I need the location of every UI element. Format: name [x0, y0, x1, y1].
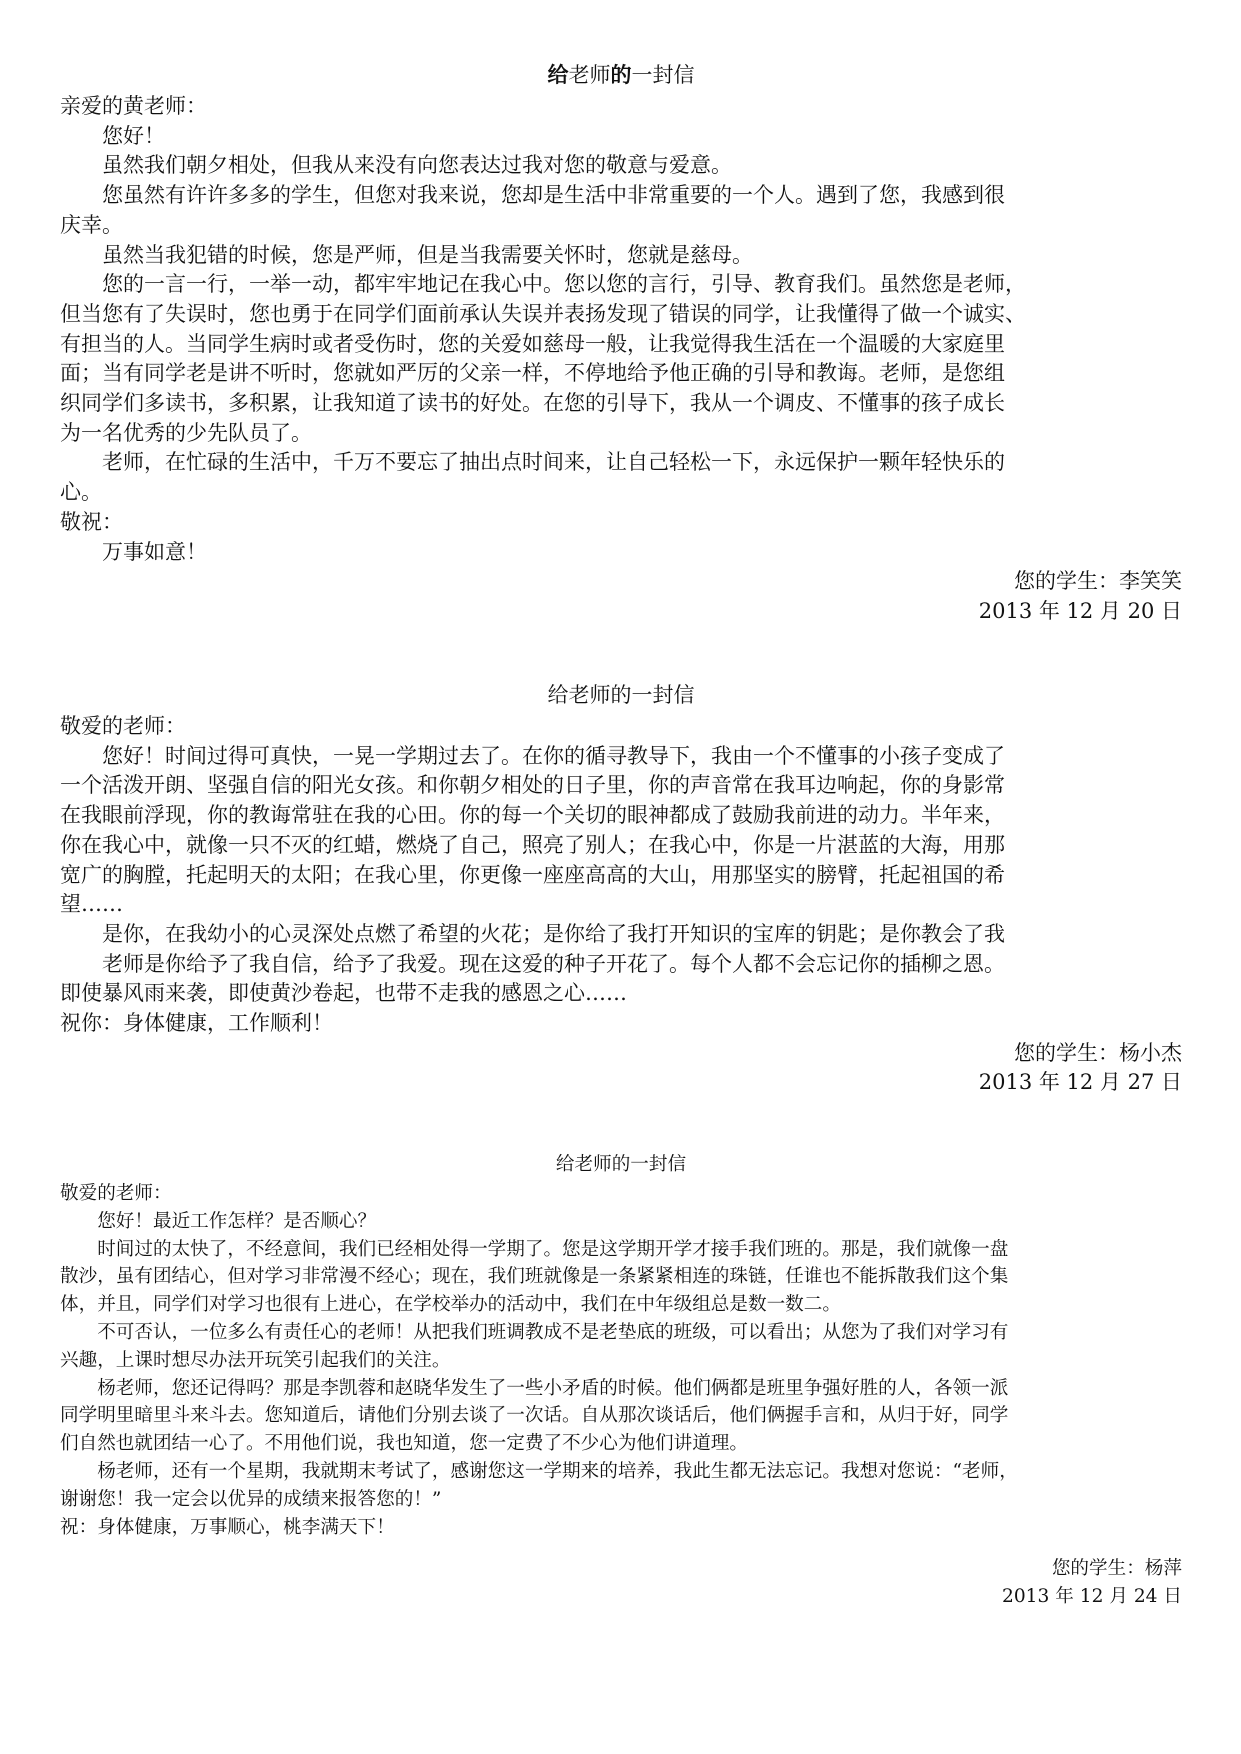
greeting: 敬爱的老师： — [60, 714, 186, 738]
title-part: 的 — [610, 62, 632, 87]
date: 2013 年 12 月 24 日 — [1002, 1586, 1182, 1608]
letter-title: 给老师的一封信 — [547, 683, 695, 707]
text-line: 心。 — [60, 480, 102, 505]
text-line: 老师是你给予了我自信，给予了我爱。现在这爱的种子开花了。每个人都不会忘记你的插柳之恩。 — [102, 951, 1005, 976]
text-line: 们自然也就团结一心了。不用他们说，我也知道，您一定费了不少心为他们讲道理。 — [60, 1433, 748, 1455]
text-line: 您好！ — [102, 123, 165, 148]
title-part: 一封信 — [631, 63, 695, 87]
letter-1 — [60, 58, 1182, 627]
text-line: 有担当的人。当同学生病时或者受伤时，您的关爱如慈母一般，让我觉得我生活在一个温暖的大家庭里 — [60, 331, 1005, 356]
text-line: 是你，在我幼小的心灵深处点燃了希望的火花；是你给了我打开知识的宝库的钥匙；是你教会了我 — [102, 921, 1005, 946]
date: 2013 年 12 月 27 日 — [978, 1070, 1182, 1095]
title-part: 给 — [547, 62, 569, 87]
text-line: 您虽然有许许多多的学生，但您对我来说，您却是生活中非常重要的一个人。遇到了您，我感到很 — [102, 183, 1005, 208]
title-part: 老师 — [568, 63, 611, 87]
greeting: 敬爱的老师： — [60, 1183, 172, 1204]
text-line: 织同学们多读书，多积累，让我知道了读书的好处。在您的引导下，我从一个调皮、不懂事的孩子成长 — [60, 391, 1005, 416]
text-line: 虽然我们朝夕相处，但我从来没有向您表达过我对您的敬意与爱意。 — [102, 153, 732, 178]
text-line: 同学明里暗里斗来斗去。您知道后，请他们分别去谈了一次话。自从那次谈话后，他们俩握手言和，从归于好，同学 — [60, 1405, 1009, 1427]
text-line: 谢谢您！我一定会以优异的成绩来报答您的！” — [60, 1488, 442, 1510]
signature: 您的学生：杨萍 — [1051, 1558, 1182, 1580]
text-line: 你在我心中，就像一只不灭的红蜡，燃烧了自己，照亮了别人；在我心中，你是一片湛蓝的大海，用那 — [60, 832, 1005, 857]
signature: 您的学生：杨小杰 — [1014, 1040, 1182, 1065]
text-line: 为一名优秀的少先队员了。 — [60, 420, 312, 445]
text-line: 散沙，虽有团结心，但对学习非常漫不经心；现在，我们班就像是一条紧紧相连的珠链，任谁也不能拆散我们这个集 — [60, 1266, 1009, 1288]
text-line: 体，并且，同学们对学习也很有上进心，在学校举办的活动中，我们在中年级组总是数一数二。 — [60, 1294, 841, 1316]
letter-3 — [60, 1150, 1182, 1611]
letter-2 — [60, 678, 1182, 1098]
text-line: 老师，在忙碌的生活中，千万不要忘了抽出点时间来，让自己轻松一下，永远保护一颗年轻快乐的 — [102, 450, 1005, 475]
spacer — [60, 1541, 1182, 1555]
text-line: 杨老师，还有一个星期，我就期末考试了，感谢您这一学期来的培养，我此生都无法忘记。我想对您说：“老师， — [97, 1460, 1018, 1482]
text-line: 庆幸。 — [60, 212, 123, 237]
text-line: 杨老师，您还记得吗？那是李凯蓉和赵晓华发生了一些小矛盾的时候。他们俩都是班里争强好胜的人，各领一派 — [97, 1377, 1009, 1399]
text-line: 祝你：身体健康，工作顺利！ — [60, 1011, 333, 1036]
letter-title — [60, 58, 1182, 92]
text-line: 时间过的太快了，不经意间，我们已经相处得一学期了。您是这学期开学才接手我们班的。那是，我们就像一盘 — [97, 1238, 1009, 1260]
greeting: 亲爱的黄老师： — [60, 94, 207, 118]
text-line: 祝：身体健康，万事顺心，桃李满天下！ — [60, 1516, 395, 1538]
text-line: 您好！时间过得可真快，一晃一学期过去了。在你的循寻教导下，我由一个不懂事的小孩子变成了 — [102, 743, 1005, 768]
text-line: 面；当有同学老是讲不听时，您就如严厉的父亲一样，不停地给予他正确的引导和教诲。老师，是您组 — [60, 361, 1005, 386]
text-line: 不可否认，一位多么有责任心的老师！从把我们班调教成不是老垫底的班级，可以看出；从您为了我们对学习有 — [97, 1321, 1009, 1343]
text-line: 但当您有了失误时，您也勇于在同学们面前承认失误并表扬发现了错误的同学，让我懂得了做一个诚实、 — [60, 301, 1026, 326]
text-line: 一个活泼开朗、坚强自信的阳光女孩。和你朝夕相处的日子里，你的声音常在我耳边响起，你的身影常 — [60, 773, 1005, 798]
text-line: 兴趣，上课时想尽办法开玩笑引起我们的关注。 — [60, 1349, 451, 1371]
text-line: 您的一言一行，一举一动，都牢牢地记在我心中。您以您的言行，引导、教育我们。虽然您是老师， — [102, 272, 1026, 297]
text-line: 虽然当我犯错的时候，您是严师，但是当我需要关怀时，您就是慈母。 — [102, 242, 753, 267]
signature: 您的学生：李笑笑 — [1014, 569, 1182, 594]
letter-title: 给老师的一封信 — [555, 1154, 687, 1175]
text-line: 在我眼前浮现，你的教诲常驻在我的心田。你的每一个关切的眼神都成了鼓励我前进的动力。半年来， — [60, 803, 1005, 828]
text-line: 宽广的胸膛，托起明天的太阳；在我心里，你更像一座座高高的大山，用那坚实的膀臂，托起祖国的希 — [60, 862, 1005, 887]
text-line: 望…… — [60, 892, 123, 917]
text-line: 敬祝： — [60, 509, 123, 534]
text-line: 您好！最近工作怎样？是否顺心？ — [97, 1210, 377, 1232]
date: 2013 年 12 月 20 日 — [978, 598, 1182, 623]
text-line: 万事如意！ — [102, 539, 207, 564]
text-line: 即使暴风雨来袭，即使黄沙卷起，也带不走我的感恩之心…… — [60, 981, 627, 1006]
